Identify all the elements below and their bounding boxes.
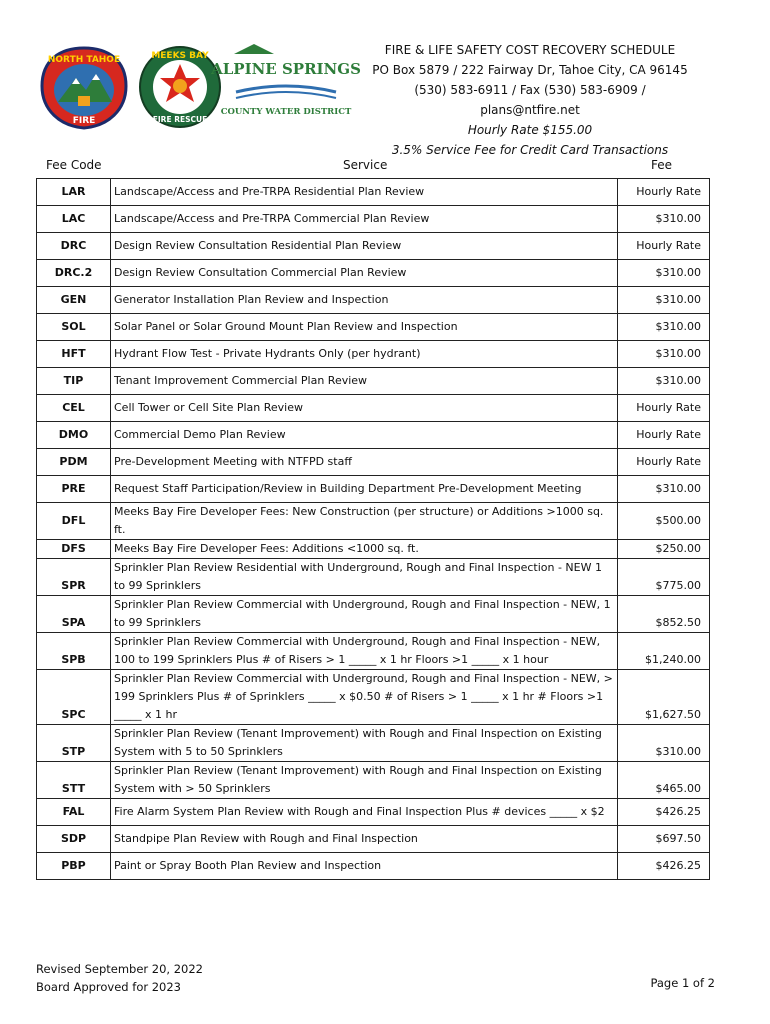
cell-fee: $310.00 <box>618 476 710 503</box>
table-row <box>37 287 710 314</box>
cell-service: Sprinkler Plan Review Commercial with Underground, Rough and Final Inspection - NEW, 100 to 199 Sprinklers Plus # of Risers > 1 _____ x 1 hr Floors >1 _____ x 1 hour <box>111 633 618 670</box>
cell-fee: $310.00 <box>618 260 710 287</box>
table-row <box>37 341 710 368</box>
table-row <box>37 179 710 206</box>
schedule-title: FIRE & LIFE SAFETY COST RECOVERY SCHEDULE <box>384 43 676 57</box>
cell-code: PDM <box>37 449 111 476</box>
cell-code: PRE <box>37 476 111 503</box>
table-row <box>37 314 710 341</box>
cell-fee: $775.00 <box>618 559 710 596</box>
cell-fee: Hourly Rate <box>618 179 710 206</box>
cell-code: SPC <box>37 670 111 725</box>
svg-text:MEEKS BAY: MEEKS BAY <box>151 51 209 61</box>
cell-code: STT <box>37 762 111 799</box>
cell-service: Solar Panel or Solar Ground Mount Plan Review and Inspection <box>111 314 618 341</box>
cell-fee: $697.50 <box>618 826 710 853</box>
cell-service: Fire Alarm System Plan Review with Rough and Final Inspection Plus # devices _____ x $2 <box>111 799 618 826</box>
cell-code: SDP <box>37 826 111 853</box>
cell-code: DMO <box>37 422 111 449</box>
cell-code: STP <box>37 725 111 762</box>
table-row <box>37 826 710 853</box>
table-row <box>37 853 710 880</box>
document-header <box>350 40 710 160</box>
footer-notes <box>36 960 203 996</box>
cell-fee: $426.25 <box>618 853 710 880</box>
alpine-springs-logo <box>211 44 361 130</box>
cell-fee: Hourly Rate <box>618 233 710 260</box>
fee-table <box>36 178 710 880</box>
cell-code: SPB <box>37 633 111 670</box>
table-row <box>37 503 710 540</box>
cell-fee: $250.00 <box>618 540 710 559</box>
cell-fee: $426.25 <box>618 799 710 826</box>
cell-service: Request Staff Participation/Review in Building Department Pre-Development Meeting <box>111 476 618 503</box>
cell-fee: $1,240.00 <box>618 633 710 670</box>
cell-code: TIP <box>37 368 111 395</box>
table-row <box>37 762 710 799</box>
cell-service: Sprinkler Plan Review Commercial with Underground, Rough and Final Inspection - NEW, 1 to 99 Sprinklers <box>111 596 618 633</box>
cell-code: CEL <box>37 395 111 422</box>
cell-code: HFT <box>37 341 111 368</box>
cell-service: Cell Tower or Cell Site Plan Review <box>111 395 618 422</box>
cell-fee: $310.00 <box>618 368 710 395</box>
table-row <box>37 670 710 725</box>
cell-code: LAC <box>37 206 111 233</box>
hourly-rate: Hourly Rate $155.00 <box>467 123 593 137</box>
table-row <box>37 725 710 762</box>
meeks-bay-fire-logo <box>134 44 226 130</box>
cell-fee: $310.00 <box>618 725 710 762</box>
svg-text:FIRE: FIRE <box>72 116 96 126</box>
cell-fee: Hourly Rate <box>618 395 710 422</box>
page-number: Page 1 of 2 <box>650 976 715 990</box>
cell-service: Landscape/Access and Pre-TRPA Residential Plan Review <box>111 179 618 206</box>
mailing-address: PO Box 5879 / 222 Fairway Dr, Tahoe City, CA 96145 <box>372 63 688 77</box>
cell-code: SOL <box>37 314 111 341</box>
cell-service: Meeks Bay Fire Developer Fees: Additions <1000 sq. ft. <box>111 540 618 559</box>
cell-service: Paint or Spray Booth Plan Review and Inspection <box>111 853 618 880</box>
table-row <box>37 395 710 422</box>
table-row <box>37 540 710 559</box>
cell-service: Tenant Improvement Commercial Plan Review <box>111 368 618 395</box>
cell-fee: Hourly Rate <box>618 422 710 449</box>
svg-text:ALPINE SPRINGS: ALPINE SPRINGS <box>211 60 361 78</box>
cell-service: Commercial Demo Plan Review <box>111 422 618 449</box>
column-header-service: Service <box>343 158 388 172</box>
cell-fee: $852.50 <box>618 596 710 633</box>
board-approval: Board Approved for 2023 <box>36 980 182 994</box>
logo-group <box>38 44 361 130</box>
cell-fee: $465.00 <box>618 762 710 799</box>
cell-fee: $500.00 <box>618 503 710 540</box>
svg-text:FIRE RESCUE: FIRE RESCUE <box>152 115 208 124</box>
cell-service: Pre-Development Meeting with NTFPD staff <box>111 449 618 476</box>
cell-service: Landscape/Access and Pre-TRPA Commercial Plan Review <box>111 206 618 233</box>
email-address: plans@ntfire.net <box>480 103 580 117</box>
cell-service: Sprinkler Plan Review Residential with Underground, Rough and Final Inspection - NEW 1 to 99 Sprinklers <box>111 559 618 596</box>
cell-code: DFL <box>37 503 111 540</box>
cell-service: Sprinkler Plan Review (Tenant Improvement) with Rough and Final Inspection on Existing System with 5 to 50 Sprinklers <box>111 725 618 762</box>
column-header-code: Fee Code <box>46 158 102 172</box>
column-header-fee: Fee <box>651 158 673 172</box>
table-row <box>37 633 710 670</box>
table-row <box>37 596 710 633</box>
table-row <box>37 260 710 287</box>
cell-code: DRC <box>37 233 111 260</box>
table-row <box>37 559 710 596</box>
cell-service: Standpipe Plan Review with Rough and Final Inspection <box>111 826 618 853</box>
table-row <box>37 799 710 826</box>
cell-service: Hydrant Flow Test - Private Hydrants Only (per hydrant) <box>111 341 618 368</box>
revised-date: Revised September 20, 2022 <box>36 962 204 976</box>
table-row <box>37 476 710 503</box>
cell-service: Sprinkler Plan Review Commercial with Underground, Rough and Final Inspection - NEW, > 199 Sprinklers Plus # of Sprinklers _____ x $0.50 # of Risers > 1 _____ x 1 hr # Floors >1 _____ x 1 hr <box>111 670 618 725</box>
cell-code: SPR <box>37 559 111 596</box>
cell-code: GEN <box>37 287 111 314</box>
cell-code: FAL <box>37 799 111 826</box>
phone-fax: (530) 583-6911 / Fax (530) 583-6909 / <box>414 83 646 97</box>
cell-fee: $310.00 <box>618 314 710 341</box>
cell-service: Generator Installation Plan Review and Inspection <box>111 287 618 314</box>
svg-text:COUNTY WATER DISTRICT: COUNTY WATER DISTRICT <box>220 107 352 117</box>
cell-code: LAR <box>37 179 111 206</box>
svg-text:NORTH TAHOE: NORTH TAHOE <box>47 55 121 65</box>
cell-fee: $310.00 <box>618 341 710 368</box>
north-tahoe-fire-logo <box>38 44 130 130</box>
table-row <box>37 449 710 476</box>
cell-service: Meeks Bay Fire Developer Fees: New Construction (per structure) or Additions >1000 sq. ft. <box>111 503 618 540</box>
cell-fee: $310.00 <box>618 206 710 233</box>
service-fee-note: 3.5% Service Fee for Credit Card Transactions <box>391 143 669 157</box>
cell-fee: Hourly Rate <box>618 449 710 476</box>
cell-service: Design Review Consultation Commercial Plan Review <box>111 260 618 287</box>
cell-code: DFS <box>37 540 111 559</box>
cell-fee: $310.00 <box>618 287 710 314</box>
cell-service: Sprinkler Plan Review (Tenant Improvement) with Rough and Final Inspection on Existing System with > 50 Sprinklers <box>111 762 618 799</box>
table-row <box>37 422 710 449</box>
table-row <box>37 233 710 260</box>
cell-fee: $1,627.50 <box>618 670 710 725</box>
table-row <box>37 368 710 395</box>
cell-code: DRC.2 <box>37 260 111 287</box>
table-row <box>37 206 710 233</box>
cell-service: Design Review Consultation Residential Plan Review <box>111 233 618 260</box>
cell-code: PBP <box>37 853 111 880</box>
cell-code: SPA <box>37 596 111 633</box>
